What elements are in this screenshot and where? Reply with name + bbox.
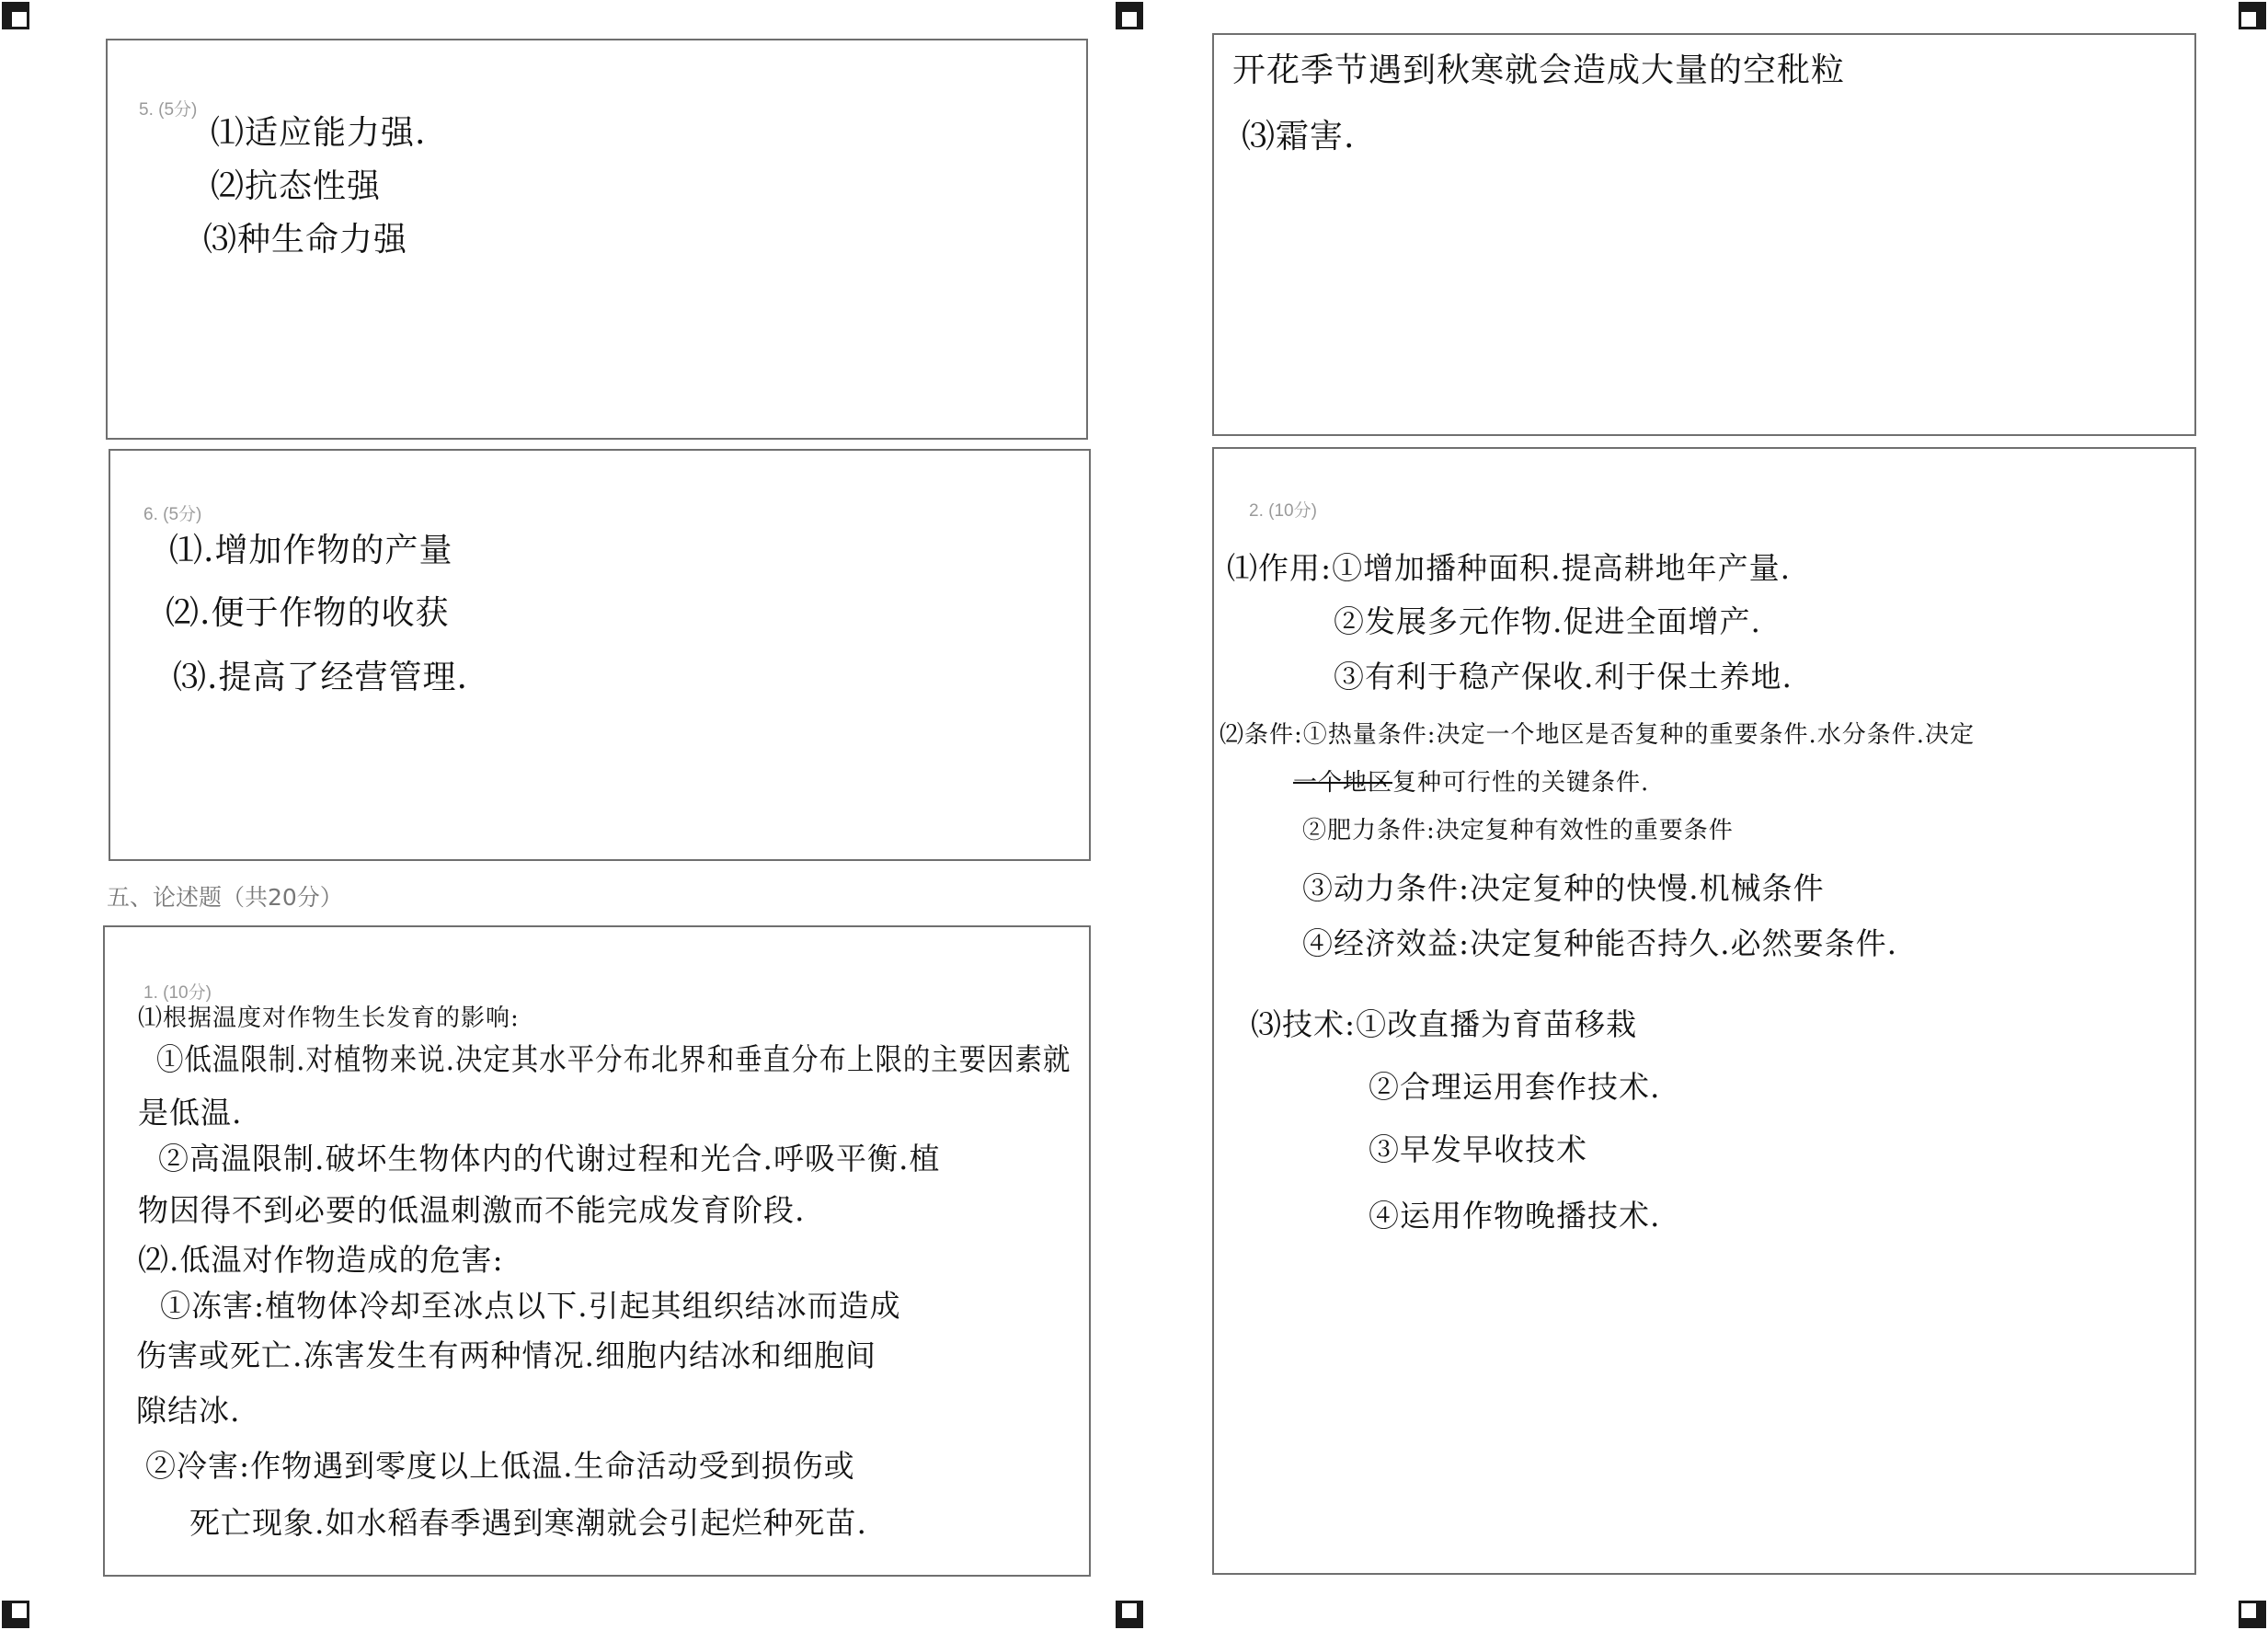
answer-text: 复种可行性的关键条件. bbox=[1392, 769, 1650, 797]
registration-marker-top-center bbox=[1116, 2, 1143, 29]
answer-line: ⑴根据温度对作物生长发育的影响: bbox=[138, 1004, 520, 1032]
answer-line: ③早发早收技术 bbox=[1369, 1131, 1587, 1167]
section-title: 五、论述题（共20分） bbox=[107, 884, 343, 911]
answer-line: ⑶.提高了经营管理. bbox=[173, 659, 468, 696]
answer-line: ⑶技术:①改直播为育苗移栽 bbox=[1251, 1006, 1638, 1042]
answer-line: ⑶霜害. bbox=[1242, 118, 1356, 155]
answer-line: ⑵抗态性强 bbox=[211, 167, 382, 205]
question-number: 5. (5分) bbox=[139, 100, 198, 120]
registration-marker-top-left bbox=[2, 2, 29, 29]
answer-line: 开花季节遇到秋寒就会造成大量的空秕粒 bbox=[1232, 52, 1846, 89]
answer-line: ④运用作物晚播技术. bbox=[1369, 1198, 1661, 1234]
registration-marker-bottom-left bbox=[2, 1601, 29, 1628]
registration-marker-top-right bbox=[2239, 2, 2266, 29]
answer-line: 死亡现象.如水稻春季遇到寒潮就会引起烂种死苗. bbox=[189, 1505, 867, 1541]
answer-line: 隙结冰. bbox=[136, 1393, 241, 1429]
answer-line: ③动力条件:决定复种的快慢.机械条件 bbox=[1302, 870, 1825, 906]
answer-box-essay-2 bbox=[1212, 447, 2196, 1575]
answer-line: ②高温限制.破坏生物体内的代谢过程和光合.呼吸平衡.植 bbox=[158, 1141, 941, 1177]
answer-box-q6 bbox=[109, 449, 1091, 861]
answer-line: ①冻害:植物体冷却至冰点以下.引起其组织结冰而造成 bbox=[160, 1288, 901, 1324]
answer-line: ⑴适应能力强. bbox=[211, 114, 427, 152]
answer-line bbox=[1293, 763, 1649, 798]
question-number: 1. (10分) bbox=[143, 983, 212, 1003]
answer-line: ⑴.增加作物的产量 bbox=[169, 532, 453, 569]
answer-line: ④经济效益:决定复种能否持久.必然要条件. bbox=[1302, 925, 1898, 961]
answer-line: 物因得不到必要的低温刺激而不能完成发育阶段. bbox=[138, 1192, 806, 1228]
answer-line: ⑶种生命力强 bbox=[203, 221, 408, 258]
answer-box-essay-1 bbox=[103, 925, 1091, 1577]
question-number: 6. (5分) bbox=[143, 505, 202, 524]
answer-box-q5 bbox=[106, 39, 1088, 440]
struck-text: 一个地区 bbox=[1293, 769, 1393, 797]
answer-box-continuation bbox=[1212, 33, 2196, 436]
registration-marker-bottom-center bbox=[1116, 1601, 1143, 1628]
answer-line: ③有利于稳产保收.利于保土养地. bbox=[1334, 659, 1793, 694]
answer-line: ②发展多元作物.促进全面增产. bbox=[1334, 603, 1761, 639]
answer-line: ⑵.便于作物的收获 bbox=[166, 594, 450, 632]
answer-line: ②冷害:作物遇到零度以上低温.生命活动受到损伤或 bbox=[145, 1448, 855, 1484]
registration-marker-bottom-right bbox=[2239, 1601, 2266, 1628]
answer-line: 是低温. bbox=[138, 1095, 243, 1131]
answer-line: ②肥力条件:决定复种有效性的重要条件 bbox=[1302, 817, 1734, 844]
answer-line: ⑵条件:①热量条件:决定一个地区是否复种的重要条件.水分条件.决定 bbox=[1220, 721, 1976, 749]
question-number: 2. (10分) bbox=[1249, 501, 1317, 521]
answer-line: ⑵.低温对作物造成的危害: bbox=[138, 1242, 504, 1278]
answer-line: ⑴作用:①增加播种面积.提高耕地年产量. bbox=[1227, 550, 1792, 586]
answer-line: ②合理运用套作技术. bbox=[1369, 1069, 1661, 1105]
answer-line: ①低温限制.对植物来说.决定其水平分布北界和垂直分布上限的主要因素就 bbox=[156, 1041, 1071, 1077]
answer-line: 伤害或死亡.冻害发生有两种情况.细胞内结冰和细胞间 bbox=[136, 1337, 876, 1373]
